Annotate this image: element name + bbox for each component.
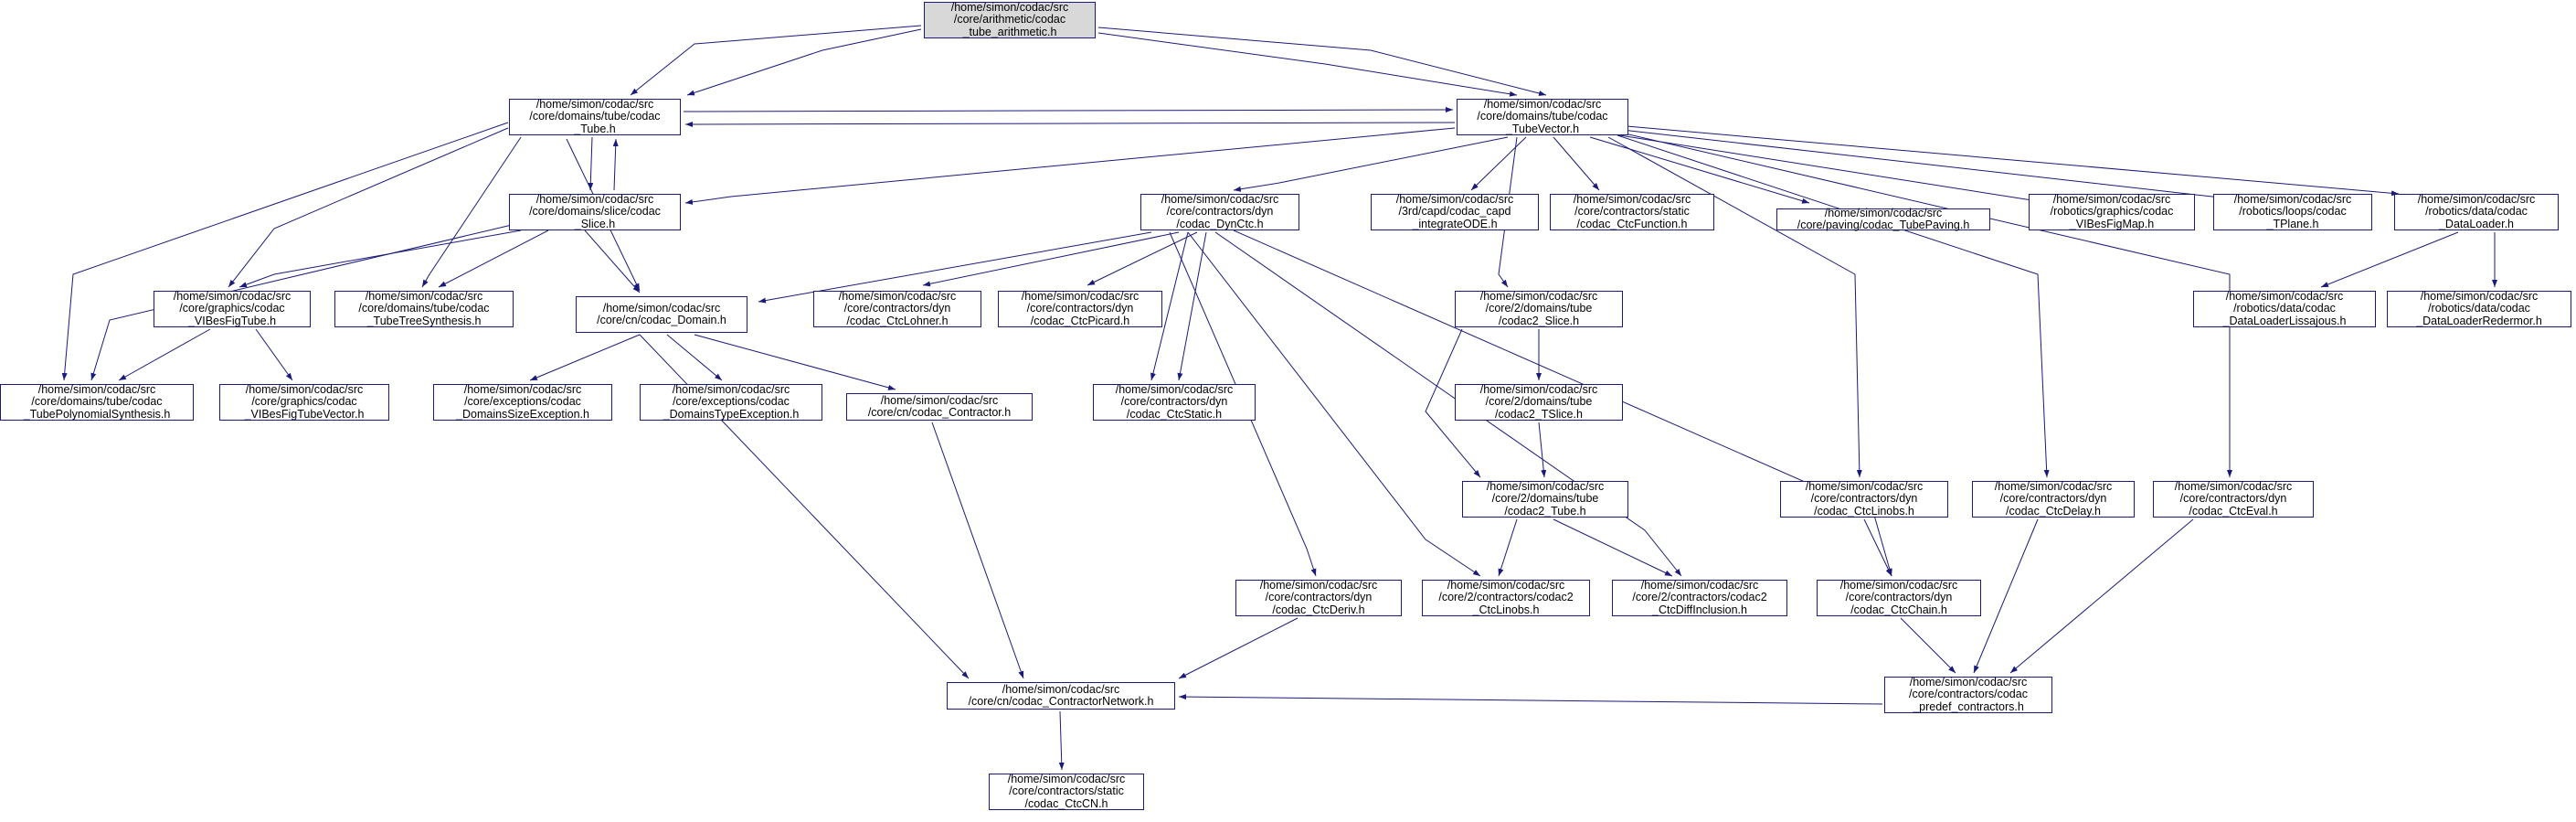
node-line: /robotics/graphics/codac	[2050, 205, 2174, 219]
node-line: /home/simon/codac/src	[1640, 578, 1759, 592]
node-line: /core/contractors/dyn	[2179, 492, 2287, 506]
node-line: /core/domains/tube/codac	[358, 302, 490, 315]
node-line: /home/simon/codac/src	[1161, 192, 1279, 206]
node-line: _TPlane.h	[2266, 217, 2319, 230]
node-line: /home/simon/codac/src	[365, 289, 483, 303]
node-line: /home/simon/codac/src	[1824, 206, 1943, 219]
node-line: /codac_CtcLohner.h	[846, 314, 949, 327]
node-line: /codac_CtcPicard.h	[1030, 314, 1130, 327]
node-line: /core/paving/codac_TubePaving.h	[1797, 219, 1970, 231]
node-line: /core/graphics/codac	[251, 395, 357, 409]
node-line: /robotics/data/codac	[2233, 302, 2336, 315]
node-domainssizeexception[interactable]	[433, 384, 612, 421]
node-line: /codac_DynCtc.h	[1176, 217, 1264, 230]
node-line: /core/domains/tube/codac	[529, 110, 661, 123]
node-line: /robotics/data/codac	[2425, 205, 2528, 219]
node-contractornetwork[interactable]	[947, 682, 1175, 710]
node-line: /core/cn/codac_Contractor.h	[867, 406, 1012, 419]
node-line: _DomainsSizeException.h	[456, 407, 589, 421]
node-line: /home/simon/codac/src	[245, 382, 364, 396]
node-line: /codac_CtcChain.h	[1850, 603, 1947, 616]
node-line: /home/simon/codac/src	[2233, 192, 2352, 206]
node-line: /home/simon/codac/src	[1483, 97, 1602, 111]
node-line: /home/simon/codac/src	[672, 382, 790, 396]
node-line: /home/simon/codac/src	[1395, 192, 1514, 206]
node-line: /home/simon/codac/src	[838, 289, 957, 303]
node-ctceval[interactable]	[2153, 481, 2314, 518]
node-line: /core/contractors/static	[1009, 785, 1124, 798]
node-line: /codac2_Tube.h	[1504, 504, 1586, 518]
node-ctclinobs[interactable]	[1780, 481, 1948, 518]
node-line: /home/simon/codac/src	[1994, 479, 2113, 493]
node-line: _VIBesFigTubeVector.h	[244, 407, 365, 421]
node-line: /core/contractors/dyn	[1265, 591, 1373, 604]
node-tubepaving[interactable]	[1776, 208, 1990, 230]
node-ctclohner[interactable]	[813, 291, 981, 327]
node-line: /home/simon/codac/src	[535, 97, 654, 111]
node-codac2-slice[interactable]	[1455, 291, 1623, 327]
node-line: /codac_CtcEval.h	[2189, 504, 2278, 518]
node-dynctc[interactable]	[1140, 194, 1299, 230]
node-tubetreesynthesis[interactable]	[334, 291, 514, 327]
node-codac2-ctclinobs[interactable]	[1422, 580, 1590, 616]
node-line: /codac2_TSlice.h	[1495, 407, 1583, 421]
node-line: /core/contractors/codac	[1909, 688, 2028, 701]
node-line: /core/2/domains/tube	[1485, 395, 1593, 409]
node-ctccn[interactable]	[989, 774, 1144, 810]
node-line: /core/domains/tube/codac	[31, 395, 163, 409]
node-line: _CtcDiffInclusion.h	[1652, 603, 1747, 616]
node-line: _predef_contractors.h	[1913, 699, 2024, 713]
node-line: /home/simon/codac/src	[880, 393, 999, 407]
node-tube-arithmetic[interactable]	[924, 2, 1096, 38]
node-line: /home/simon/codac/src	[2420, 289, 2539, 303]
node-line: _DataLoaderLissajous.h	[2222, 314, 2347, 327]
node-line: /home/simon/codac/src	[950, 0, 1069, 14]
node-line: /core/contractors/dyn	[1845, 591, 1953, 604]
node-line: /codac_CtcDelay.h	[2006, 504, 2101, 518]
node-line: /home/simon/codac/src	[1479, 382, 1598, 396]
node-capd-integrateode[interactable]	[1371, 194, 1539, 230]
node-line: /home/simon/codac/src	[1909, 675, 2028, 689]
node-line: _TubePolynomialSynthesis.h	[23, 407, 171, 421]
node-line: _DomainsTypeException.h	[663, 407, 800, 421]
node-codac2-ctcdiffinclusion[interactable]	[1612, 580, 1787, 616]
node-vibesfigtube[interactable]	[154, 291, 311, 327]
node-line: /core/contractors/static	[1574, 205, 1690, 219]
node-ctcderiv[interactable]	[1235, 580, 1402, 616]
node-line: /codac_CtcFunction.h	[1576, 217, 1688, 230]
node-line: /home/simon/codac/src	[2225, 289, 2344, 303]
node-line: /home/simon/codac/src	[602, 301, 721, 315]
node-line: _Slice.h	[574, 217, 616, 230]
node-line: _VIBesFigTube.h	[187, 314, 277, 327]
node-line: /home/simon/codac/src	[1002, 682, 1120, 696]
node-vibesfigtubevector[interactable]	[219, 384, 389, 421]
node-line: /home/simon/codac/src	[1839, 578, 1958, 592]
node-domainstypeexception[interactable]	[640, 384, 822, 421]
node-tubepolynomialsynthesis[interactable]	[0, 384, 194, 421]
node-line: _DataLoader.h	[2438, 217, 2514, 230]
node-line: /home/simon/codac/src	[1805, 479, 1924, 493]
node-predef-contractors[interactable]	[1884, 677, 2052, 713]
node-line: /home/simon/codac/src	[173, 289, 292, 303]
node-line: /home/simon/codac/src	[1115, 382, 1234, 396]
node-line: /core/contractors/dyn	[1810, 492, 1918, 506]
node-dataloaderredermor[interactable]	[2387, 291, 2571, 327]
node-line: /core/cn/codac_Domain.h	[597, 314, 726, 326]
node-domain[interactable]	[576, 296, 747, 333]
node-line: /core/exceptions/codac	[673, 395, 790, 409]
node-tube[interactable]	[509, 99, 681, 135]
node-line: /home/simon/codac/src	[37, 382, 156, 396]
node-line: /codac_CtcStatic.h	[1126, 407, 1223, 421]
node-line: _CtcLinobs.h	[1472, 603, 1540, 616]
node-line: /home/simon/codac/src	[2052, 192, 2171, 206]
node-dataloader[interactable]	[2394, 194, 2559, 230]
node-line: /core/contractors/dyn	[1120, 395, 1228, 409]
node-line: /home/simon/codac/src	[463, 382, 582, 396]
node-line: /core/cn/codac_ContractorNetwork.h	[968, 695, 1154, 708]
node-contractor[interactable]	[846, 393, 1033, 421]
node-line: /core/contractors/dyn	[1026, 302, 1134, 315]
node-line: _integrateODE.h	[1412, 217, 1498, 230]
node-line: /codac_CtcCN.h	[1024, 796, 1108, 810]
node-vibesfigmap[interactable]	[2029, 194, 2195, 230]
node-line: /core/contractors/dyn	[1999, 492, 2107, 506]
node-codac2-tslice[interactable]	[1455, 384, 1623, 421]
node-line: /core/domains/tube/codac	[1477, 110, 1608, 123]
node-line: /codac_CtcDeriv.h	[1272, 603, 1365, 616]
node-line: /home/simon/codac/src	[535, 192, 654, 206]
node-line: /home/simon/codac/src	[1007, 772, 1126, 785]
node-line: /home/simon/codac/src	[1021, 289, 1140, 303]
node-line: _tube_arithmetic.h	[962, 25, 1057, 38]
node-line: /core/2/contractors/codac2	[1632, 591, 1767, 604]
node-ctcpicard[interactable]	[998, 291, 1162, 327]
node-line: /codac_CtcLinobs.h	[1814, 504, 1914, 518]
node-line: /core/2/domains/tube	[1485, 302, 1593, 315]
node-line: /home/simon/codac/src	[1447, 578, 1565, 592]
node-line: _VIBesFigMap.h	[2069, 217, 2155, 230]
node-line: _TubeTreeSynthesis.h	[366, 314, 482, 327]
node-ctcstatic[interactable]	[1093, 384, 1256, 421]
node-line: _DataLoaderRedermor.h	[2416, 314, 2542, 327]
node-line: /home/simon/codac/src	[1573, 192, 1691, 206]
node-line: /home/simon/codac/src	[1486, 479, 1605, 493]
node-line: /home/simon/codac/src	[2174, 479, 2293, 493]
node-line: /home/simon/codac/src	[1479, 289, 1598, 303]
node-tplane[interactable]	[2213, 194, 2372, 230]
node-line: /robotics/data/codac	[2428, 302, 2530, 315]
node-line: /core/contractors/dyn	[843, 302, 951, 315]
node-line: _Tube.h	[574, 122, 616, 135]
node-line: /3rd/capd/codac_capd	[1398, 205, 1511, 219]
node-line: /core/2/domains/tube	[1491, 492, 1599, 506]
node-dataloaderlissajous[interactable]	[2193, 291, 2376, 327]
node-line: /home/simon/codac/src	[1259, 578, 1378, 592]
node-line: /core/arithmetic/codac	[953, 13, 1066, 27]
node-line: /core/exceptions/codac	[464, 395, 581, 409]
node-ctcchain[interactable]	[1817, 580, 1981, 616]
node-line: _TubeVector.h	[1505, 122, 1580, 135]
node-tubevector[interactable]	[1457, 99, 1628, 135]
node-line: /core/domains/slice/codac	[529, 205, 661, 219]
node-line: /robotics/loops/codac	[2239, 205, 2347, 219]
node-ctcdelay[interactable]	[1972, 481, 2135, 518]
node-codac2-tube[interactable]	[1462, 481, 1628, 518]
node-slice[interactable]	[509, 194, 681, 230]
node-line: /core/graphics/codac	[179, 302, 285, 315]
node-line: /codac2_Slice.h	[1498, 314, 1580, 327]
node-line: /core/contractors/dyn	[1166, 205, 1274, 219]
node-line: /home/simon/codac/src	[2417, 192, 2536, 206]
node-line: /core/2/contractors/codac2	[1438, 591, 1574, 604]
node-ctcfunction[interactable]	[1550, 194, 1714, 230]
